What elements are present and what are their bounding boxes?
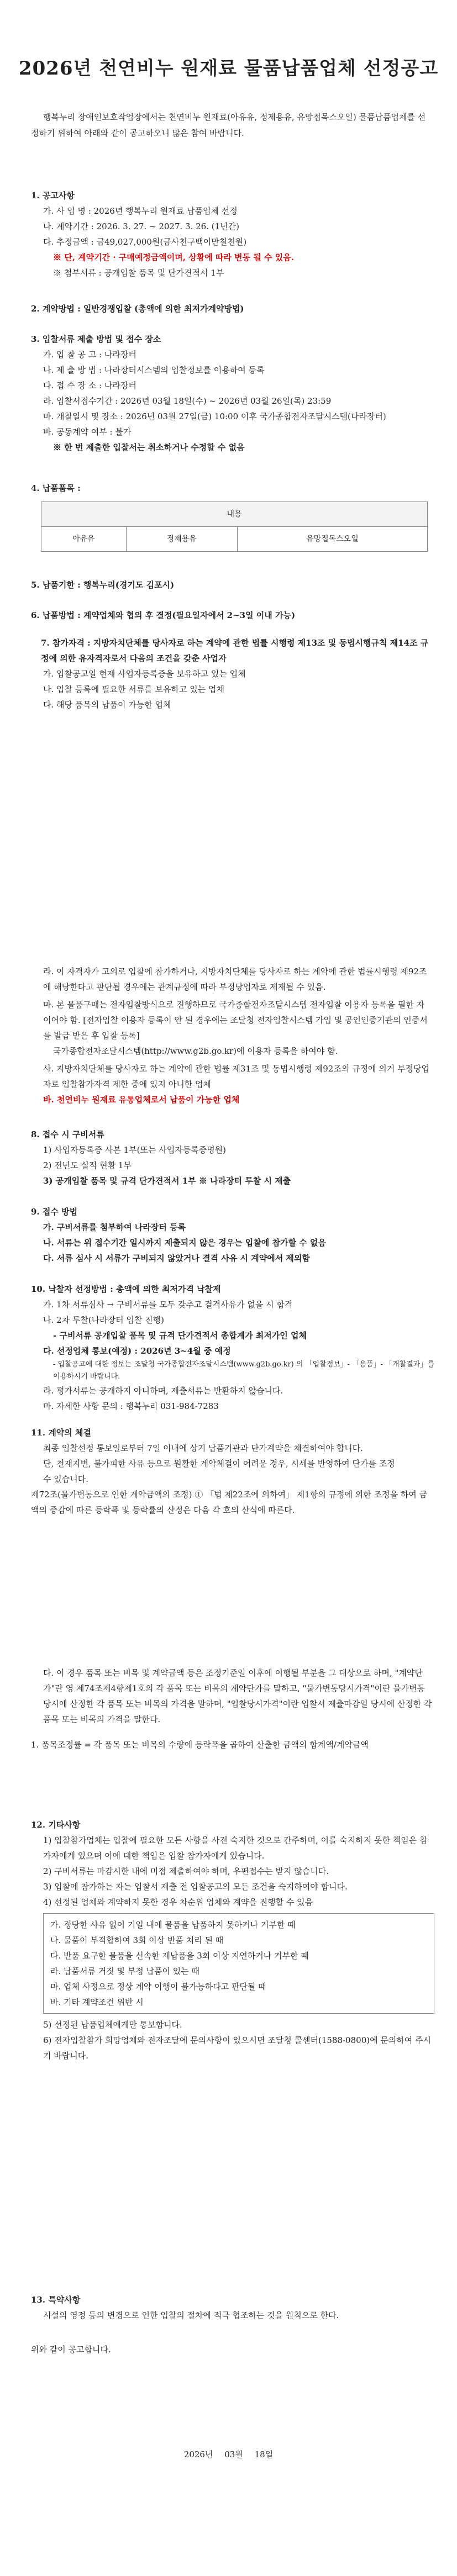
section-9-item-a: 가. 구비서류를 첨부하여 나라장터 등록 <box>43 1222 186 1232</box>
section-1-item-a: 가. 사 업 명 : 2026년 행복누리 원재료 납품업체 선정 <box>43 206 238 216</box>
section-10-item-a: 가. 1차 서류심사 → 구비서류를 모두 갖추고 결격사유가 없을 시 합격 <box>43 1300 293 1310</box>
section-11-paragraph-2: 단, 천재지변, 불가피한 사유 등으로 원활한 계약체결이 어려운 경우, 시세를 반영하여 단가를 조정 <box>43 1459 395 1469</box>
section-6 <box>31 608 434 623</box>
section-4 <box>31 481 434 552</box>
section-7-heading: 7. 참가자격 : 지방자치단체를 당사자로 하는 계약에 관한 법률 시행령 제13조 및 동법시행규칙 제14조 규정에 의한 유자격자로서 다음의 조건을 갖춘 사업자 <box>41 638 429 663</box>
section-10-item-c: - 구비서류 공개입찰 품목 및 규격 단가견적서 총합계가 최저가인 업체 <box>53 1331 307 1340</box>
section-3 <box>31 331 434 455</box>
date-month: 03월 <box>224 2450 243 2459</box>
section-8-item-2: 2) 전년도 실적 현황 1부 <box>43 1160 132 1170</box>
condition-item: 다. 반품 요구한 물품을 신속한 재납품을 3회 이상 지연하거나 거부한 때 <box>50 1951 309 1961</box>
condition-item: 가. 정당한 사유 없이 기일 내에 물품을 납품하지 못하거나 거부한 때 <box>50 1920 296 1930</box>
section-3-item-d: 라. 입찰서접수기간 : 2026년 03월 18일(수) ~ 2026년 03월 26일(목) 23:59 <box>43 396 332 406</box>
page-title: 2026년 천연비누 원재료 물품납품업체 선정공고 <box>18 57 439 80</box>
condition-item: 마. 업체 사정으로 정상 계약 이행이 불가능하다고 판단될 때 <box>50 1982 266 1992</box>
section-7-red-note: 바. 천연비누 원재료 유통업체로서 납품이 가능한 업체 <box>43 1095 240 1105</box>
section-8-item-1: 1) 사업자등록증 사본 1부(또는 사업자등록증명원) <box>43 1145 227 1155</box>
section-12-item-1: 1) 입찰참가업체는 입찰에 필요한 모든 사항을 사전 숙지한 것으로 간주하며, 이를 숙지하지 못한 책임은 참가자에게 있으며 이에 대한 책임은 입찰 참가자에게 있습니다. <box>43 1835 428 1861</box>
section-9-item-c: 다. 서류 심사 시 서류가 구비되지 않았거나 결격 사유 시 계약에서 제외함 <box>43 1253 310 1263</box>
section-4-heading: 4. 납품품목 : <box>31 483 81 493</box>
section-7-item-b: 나. 입찰 등록에 필요한 서류를 보유하고 있는 업체 <box>43 684 224 694</box>
section-11-paragraph-1: 최종 입찰선정 통보일로부터 7일 이내에 상기 납품기관과 단가계약을 체결하여야 합니다. <box>43 1443 363 1453</box>
section-12-item-6: 6) 전자입찰참가 희망업체와 전자조달에 문의사항이 있으시면 조달청 콜센터(1588-0800)에 문의하여 주시기 바랍니다. <box>43 2035 432 2061</box>
items-table <box>41 502 428 552</box>
items-table-cell: 아유유 <box>41 527 127 552</box>
section-7 <box>31 635 434 712</box>
section-7-paragraph-2: 마. 본 물품구매는 전자입찰방식으로 진행하므로 국가종합전자조달시스템 전자입찰 이용자 등록을 필한 자 이어야 함. [전자입찰 이용자 등록이 안 된 경우에는 조달청 전자입찰시스템 가입 및 공인인증기관의 인증서를 발급 받은 후 입찰 등록] <box>43 1000 428 1041</box>
section-10 <box>31 1281 434 1414</box>
condition-item: 바. 기타 계약조건 위반 시 <box>50 1997 144 2007</box>
section-7-continued <box>31 964 434 1107</box>
section-10-item-b: 나. 2차 투찰(나라장터 입찰 진행) <box>43 1315 164 1325</box>
section-1-item-b: 나. 계약기간 : 2026. 3. 27. ~ 2027. 3. 26. (1년간) <box>43 221 239 231</box>
section-3-item-a: 가. 입 찰 공 고 : 나라장터 <box>43 350 136 360</box>
items-table-header: 내용 <box>41 502 428 527</box>
section-12-item-2: 2) 구비서류는 마감시한 내에 미접 제출하여야 하며, 우편접수는 받지 않습니다. <box>43 1866 329 1876</box>
section-3-item-e: 마. 개찰일시 및 장소 : 2026년 03월 27일(금) 10:00 이후 국가종합전자조달시스템(나라장터) <box>43 411 386 421</box>
section-11-continued <box>31 1665 434 1752</box>
section-11-paragraph-4: 제72조(물가변동으로 인한 계약금액의 조정) ① 「법 제22조에 의하여」 제1항의 규정에 의한 조정을 하여 금액의 증감에 따른 등락폭 및 등락률의 산정은 다음 각 호의 산식에 따른다. <box>31 1490 428 1515</box>
section-11-formula: 1. 품목조정률 = 각 품목 또는 비목의 수량에 등락폭을 곱하여 산출한 금액의 합계액/계약금액 <box>31 1740 369 1750</box>
condition-item: 라. 납품서류 거짓 및 부정 납품이 있는 때 <box>50 1966 199 1976</box>
section-10-heading: 10. 낙찰자 선정방법 : 총액에 의한 최저가격 낙찰제 <box>31 1284 221 1294</box>
section-1-heading: 1. 공고사항 <box>31 191 75 200</box>
section-8-item-3: 3) 공개입찰 품목 및 규격 단가견적서 1부 ※ 나라장터 투찰 시 제출 <box>43 1176 291 1186</box>
section-11 <box>31 1425 434 1518</box>
section-12-item-5: 5) 선정된 납품업체에게만 통보합니다. <box>43 2020 182 2030</box>
section-11-heading: 11. 계약의 체결 <box>31 1428 91 1438</box>
section-3-note: ※ 한 번 제출한 입찰서는 취소하거나 수정할 수 없음 <box>53 442 245 452</box>
section-7-paragraph-2b: 국가종합전자조달시스템(http://www.g2b.go.kr)에 이용자 등록을 하여야 함. <box>53 1046 338 1056</box>
section-9-heading: 9. 접수 방법 <box>31 1207 78 1217</box>
section-5 <box>31 577 434 593</box>
section-1-note: ※ 첨부서류 : 공개입찰 품목 및 단가견적서 1부 <box>53 268 224 278</box>
section-11-paragraph-3: 수 있습니다. <box>43 1474 88 1484</box>
section-3-item-f: 바. 공동계약 여부 : 불가 <box>43 427 132 437</box>
section-8 <box>31 1127 434 1189</box>
intro-paragraph: 행복누리 장애인보호작업장에서는 천연비누 원재료(아유유, 정제용유, 유망접목스오일) 물품납품업체를 선정하기 위하여 아래와 같이 공고하오니 많은 참여 바랍니다. <box>31 112 426 138</box>
section-12-item-4: 4) 선정된 업체와 계약하지 못한 경우 차순위 업체와 계약을 진행할 수 있음 <box>43 1897 313 1907</box>
section-7-item-c: 다. 해당 품목의 납품이 가능한 업체 <box>43 700 171 710</box>
section-10-item-f: 라. 평가서류는 공개하지 아니하며, 제출서류는 반환하지 않습니다. <box>43 1386 283 1396</box>
section-13 <box>31 2292 434 2357</box>
section-1-item-c: 다. 추정금액 : 금49,027,000원(금사천구백이만칠천원) <box>43 237 247 247</box>
section-3-item-b: 나. 제 출 방 법 : 나라장터시스템의 입찰정보를 이용하여 등록 <box>43 365 265 375</box>
section-12-item-3: 3) 입찰에 참가하는 자는 입찰서 제출 전 입찰공고의 모든 조건을 숙지하여야 합니다. <box>43 1882 348 1892</box>
section-12-conditions-box <box>43 1913 434 2014</box>
section-1-note-red: ※ 단, 계약기간 · 구매예정금액이며, 상황에 따라 변동 될 수 있음. <box>53 252 294 262</box>
section-9 <box>31 1204 434 1266</box>
section-10-g2b-note: - 입찰공고에 대한 정보는 조달청 국가종합전자조달시스템(www.g2b.go.kr) 의 「입찰정보」- 「용품」- 「개찰결과」를 이용하시기 바랍니다. <box>53 1360 434 1381</box>
section-13-paragraph: 시설의 영정 등의 변경으로 인한 입찰의 절차에 적극 협조하는 것을 원칙으로 한다. <box>43 2310 339 2320</box>
section-7-paragraph-3: 사. 지방자치단체를 당사자로 하는 계약에 관한 법률 제31조 및 동법시행령 제92조의 규정에 의거 부정당업자로 입찰참가자격 제한 중에 있지 아니한 업체 <box>43 1064 430 1089</box>
section-13-heading: 13. 특약사항 <box>31 2295 81 2305</box>
condition-item: 나. 물품이 부적합하여 3회 이상 반품 처리 된 때 <box>50 1935 224 1945</box>
section-10-item-g: 마. 자세한 사항 문의 : 행복누리 031-984-7283 <box>43 1401 219 1411</box>
section-9-item-b: 나. 서류는 위 접수기간 일시까지 제출되지 않은 경우는 입찰에 참가할 수 없음 <box>43 1238 326 1248</box>
section-2-heading: 2. 계약방법 : 일반경쟁입찰 (총액에 의한 최저가계약방법) <box>31 304 244 314</box>
section-10-item-d: 다. 선정업체 통보(예정) : 2026년 3~4월 중 예정 <box>43 1346 231 1356</box>
section-12-heading: 12. 기타사항 <box>31 1820 81 1830</box>
date-day: 18일 <box>254 2450 274 2459</box>
items-table-cell: 유망접목스오일 <box>237 527 427 552</box>
items-table-cell: 정제용유 <box>126 527 237 552</box>
section-12 <box>31 1817 434 2063</box>
section-3-heading: 3. 입찰서류 제출 방법 및 접수 장소 <box>31 334 161 344</box>
section-1 <box>31 188 434 281</box>
closing-statement: 위와 같이 공고합니다. <box>31 2345 111 2355</box>
section-2 <box>31 301 434 316</box>
section-11-continued-paragraph-1: 다. 이 경우 품목 또는 비목 및 계약금액 등은 조정기준일 이후에 이행될 부분을 그 대상으로 하며, "계약단가"란 영 제74조제4항제1호의 각 품목 또는 비목의 계약단가를 말하고, "물가변동당시가격"이란 물가변동 당시에 산정한 각 품목 또는 비목의 가격을 말하며, "입찰당시가격"이란 입찰서 제출마감일 당시에 산정한 각 품목 또는 비목의 가격을 말한다. <box>43 1668 432 1724</box>
section-3-item-c: 다. 접 수 장 소 : 나라장터 <box>43 381 136 390</box>
section-6-heading: 6. 납품방법 : 계약업체와 협의 후 결정(필요일자에서 2~3일 이내 가능) <box>31 610 296 620</box>
section-7-item-a: 가. 입찰공고일 현재 사업자등록증을 보유하고 있는 업체 <box>43 669 246 679</box>
date-year: 2026년 <box>183 2450 213 2459</box>
section-8-heading: 8. 접수 시 구비서류 <box>31 1129 104 1139</box>
section-7-paragraph-1: 라. 이 자격자가 고의로 입찰에 참가하거나, 지방자치단체를 당사자로 하는 계약에 관한 법률시행령 제92조에 해당한다고 판단될 경우에는 관계규정에 따라 부정당업자로 제재될 수 있음. <box>43 967 427 992</box>
announcement-date <box>0 2448 457 2460</box>
section-5-heading: 5. 납품기한 : 행복누리(경기도 김포시) <box>31 580 175 590</box>
